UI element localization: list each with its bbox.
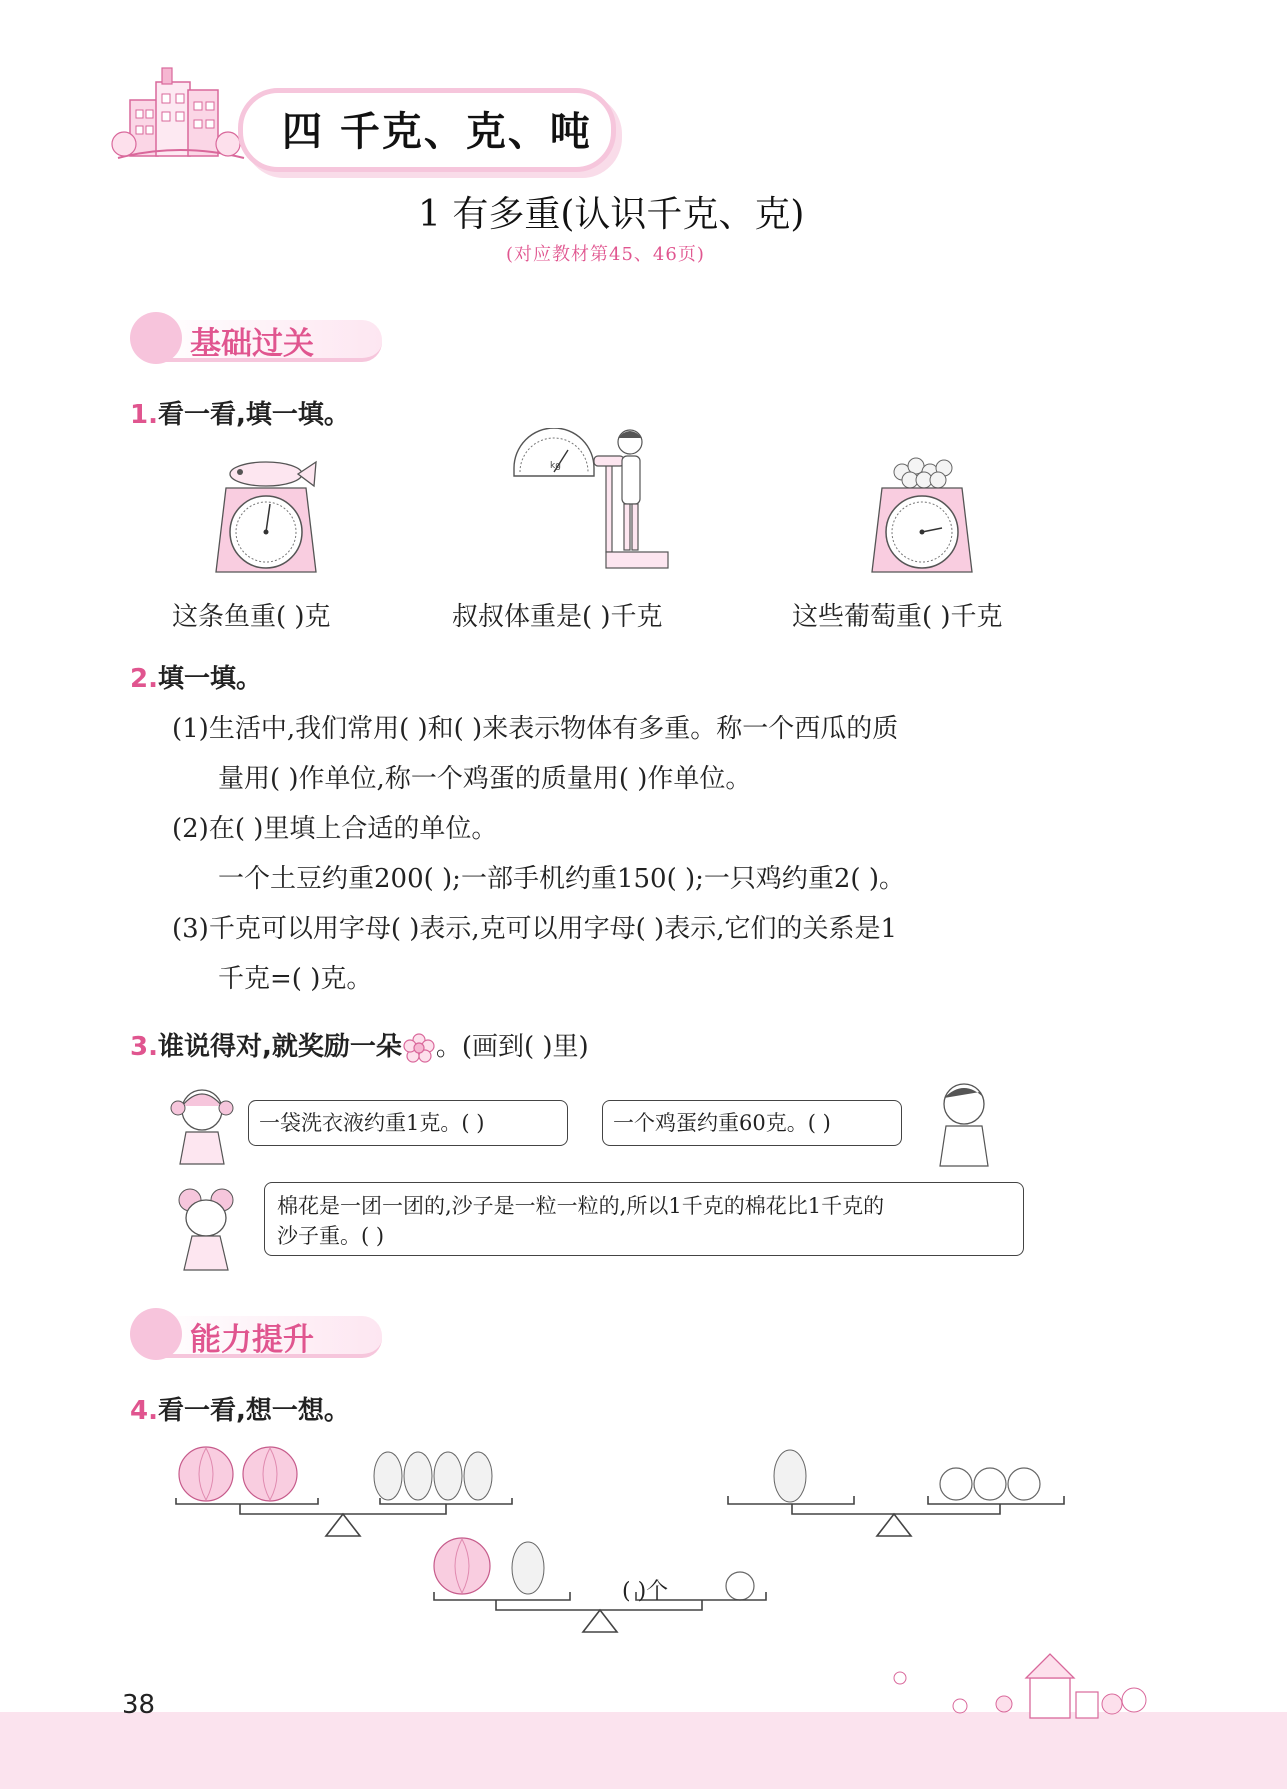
q1-caption-grapes: 这些葡萄重( )千克 bbox=[792, 602, 1003, 632]
section-header-basic: 基础过关 bbox=[130, 312, 370, 364]
chapter-title: 四 千克、克、吨 bbox=[282, 108, 592, 155]
speech-bubble-girl: 一袋洗衣液约重1克。( ) bbox=[248, 1100, 568, 1146]
q2-line-5: (3)千克可以用字母( )表示,克可以用字母( )表示,它们的关系是1 bbox=[172, 914, 898, 944]
question-1-heading: 1.看一看,填一填。 bbox=[130, 400, 350, 430]
fish-scale-figure bbox=[210, 452, 322, 576]
q1-caption-uncle: 叔叔体重是( )千克 bbox=[452, 602, 663, 632]
q2-line-6: 千克=( )克。 bbox=[218, 964, 373, 994]
platform-scale-figure bbox=[510, 428, 670, 578]
q1-caption-fish: 这条鱼重( )克 bbox=[172, 602, 331, 632]
flower-icon bbox=[402, 1033, 436, 1063]
balance-pineapple-apples bbox=[724, 1432, 1068, 1538]
page-number: 38 bbox=[122, 1690, 156, 1720]
question-2-heading: 2.填一填。 bbox=[130, 664, 262, 694]
balance-question bbox=[430, 1512, 770, 1652]
question-3-heading: 3.谁说得对,就奖励一朵 。(画到( )里) bbox=[130, 1032, 589, 1062]
speech-bubble-boy: 一个鸡蛋约重60克。( ) bbox=[602, 1100, 902, 1146]
q2-line-4: 一个土豆约重200( );一部手机约重150( );一只鸡约重2( )。 bbox=[218, 864, 905, 894]
question-4-heading: 4.看一看,想一想。 bbox=[130, 1396, 350, 1426]
lesson-title: 1 有多重(认识千克、克) bbox=[418, 194, 805, 235]
footer-band bbox=[0, 1712, 1287, 1789]
boy-character bbox=[924, 1078, 1000, 1168]
scale-unit-label: kg bbox=[550, 461, 561, 471]
girl-character bbox=[166, 1084, 238, 1166]
castle-decoration bbox=[880, 1648, 1170, 1720]
section-header-advanced: 能力提升 bbox=[130, 1308, 370, 1360]
speech-bubble-mouse: 棉花是一团一团的,沙子是一粒一粒的,所以1千克的棉花比1千克的 沙子重。( ) bbox=[264, 1182, 1024, 1256]
trophy-icon bbox=[130, 1308, 182, 1360]
q2-line-3: (2)在( )里填上合适的单位。 bbox=[172, 814, 498, 844]
answer-blank: ( )个 bbox=[622, 1579, 669, 1604]
mouse-character bbox=[168, 1186, 248, 1272]
q2-line-1: (1)生活中,我们常用( )和( )来表示物体有多重。称一个西瓜的质 bbox=[172, 714, 899, 744]
textbook-reference: (对应教材第45、46页) bbox=[506, 244, 705, 265]
student-avatar-icon bbox=[130, 312, 182, 364]
buildings-illustration bbox=[110, 60, 250, 170]
q2-line-2: 量用( )作单位,称一个鸡蛋的质量用( )作单位。 bbox=[218, 764, 752, 794]
grape-scale-figure bbox=[866, 452, 978, 576]
